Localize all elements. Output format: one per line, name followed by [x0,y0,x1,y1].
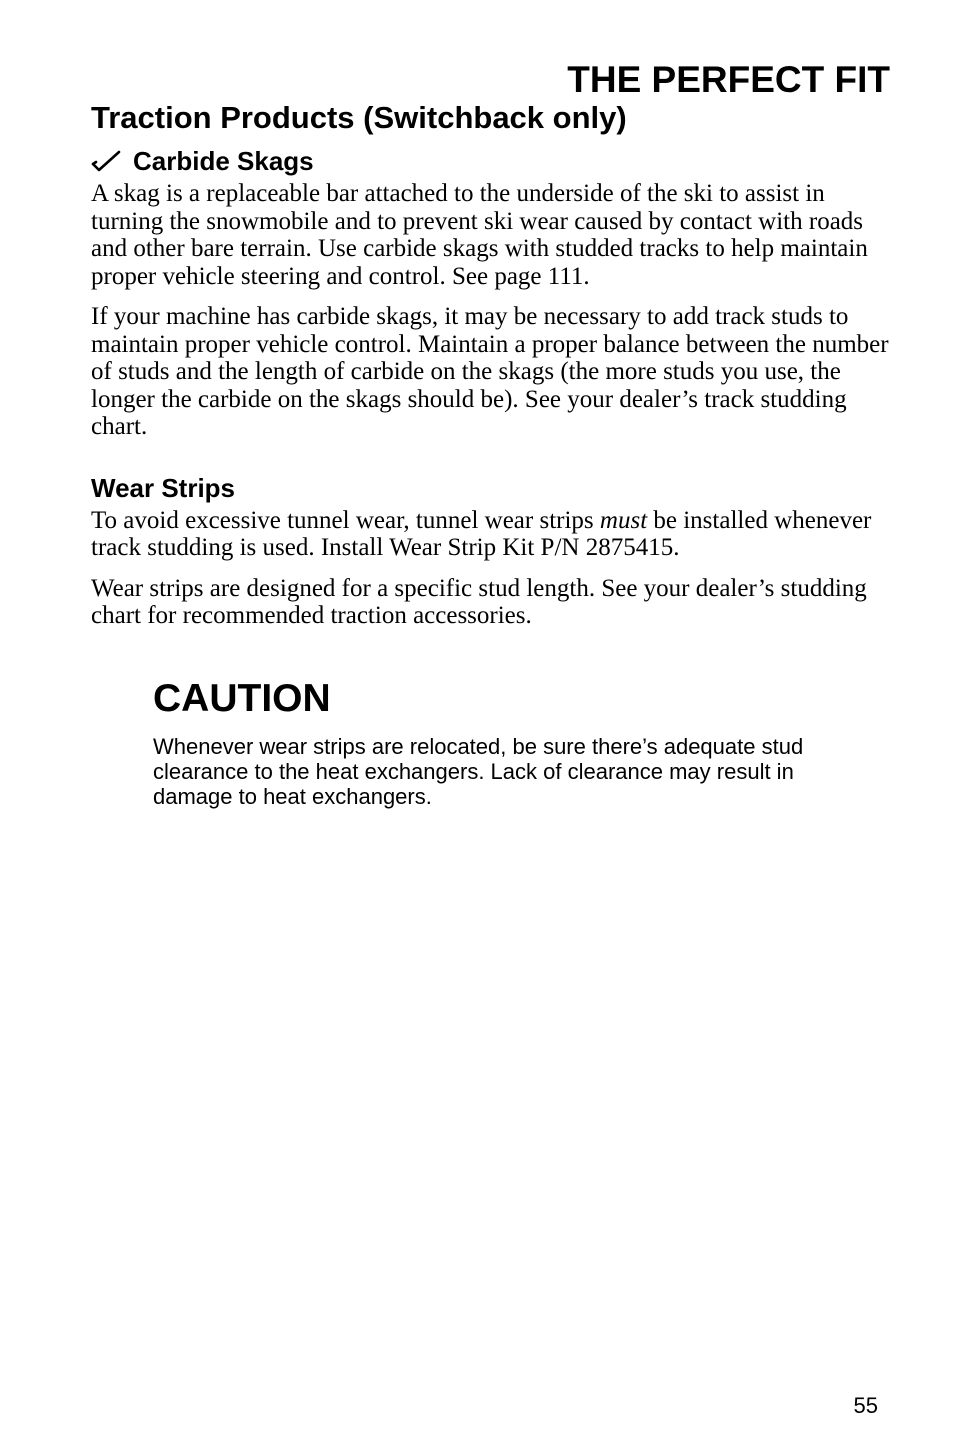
main-content [91,144,891,630]
carbide-skags-heading [91,144,891,178]
page-number: 55 [853,1393,878,1418]
wear-strips-paragraph-1 [91,507,891,562]
caution-heading: CAUTION [153,677,331,720]
section-title: Traction Products (Switchback only) [91,100,627,135]
chapter-title: THE PERFECT FIT [567,59,890,100]
caution-box [153,676,873,809]
wear-strips-paragraph-2: Wear strips are designed for a specific stud length. See your dealer’s studding chart for recommended traction accessories. [91,574,867,629]
wear-strips-p1-start: To avoid excessive tunnel wear, tunnel wear strips [91,506,600,534]
carbide-skags-paragraph-2: If your machine has carbide skags, it may be necessary to add track studs to maintain proper vehicle control. Maintain a proper balance between the number of studs and the length of carbide on the skags (the more studs you use, the longer the carbide on the skags should be). See your dealer’s track studding chart. [91,303,889,440]
emphasis-must: must [599,506,648,534]
carbide-skags-paragraph-1: A skag is a replaceable bar attached to the underside of the ski to assist in turning the snowmobile and to prevent ski wear caused by contact with roads and other bare terrain. Use carbide skags with studded tracks to help maintain proper vehicle steering and control. See page 111. [91,180,868,290]
checkmark-icon [91,149,121,173]
wear-strips-p1-end: be installed whenever track studding is used. Install Wear Strip Kit P/N 2875415. [91,506,872,561]
caution-text: Whenever wear strips are relocated, be sure there’s adequate stud clearance to the heat exchangers. Lack of clearance may result in damage to heat exchangers. [153,734,804,809]
carbide-skags-heading-text: Carbide Skags [133,146,314,176]
wear-strips-heading: Wear Strips [91,472,236,503]
